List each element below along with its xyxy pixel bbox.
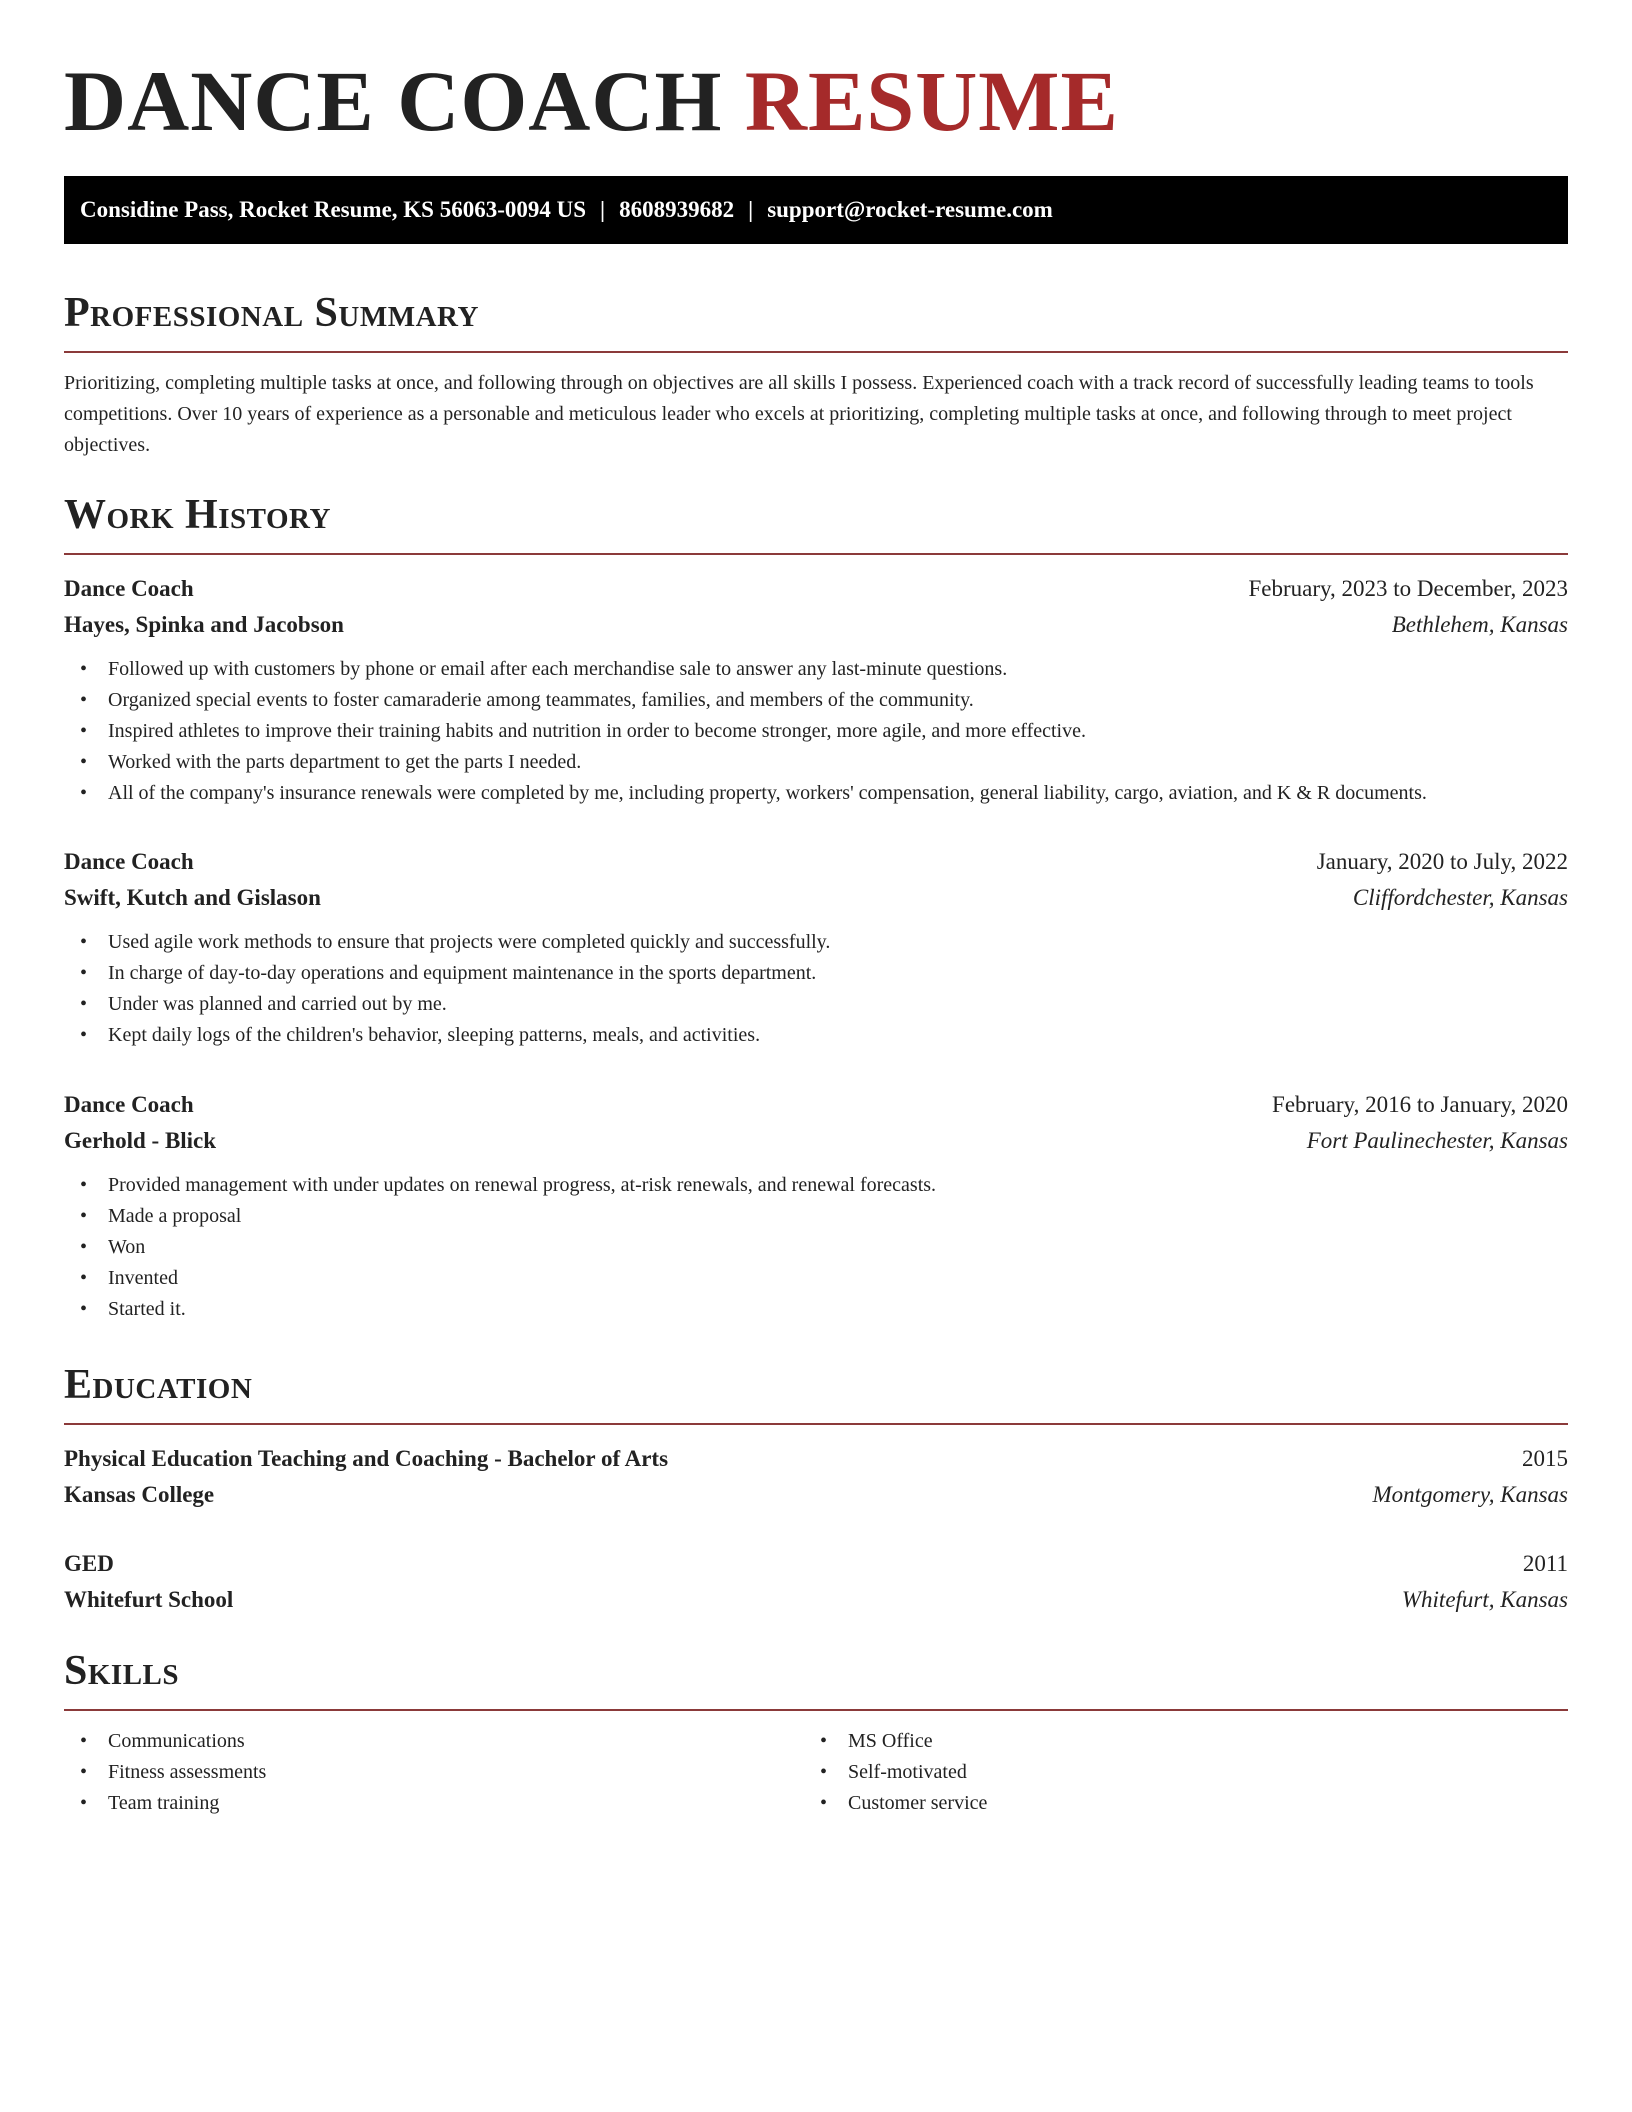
education-location: Whitefurt, Kansas (1401, 1587, 1568, 1612)
job-dates: January, 2020 to July, 2022 (1316, 849, 1568, 874)
education-year: 2011 (1522, 1551, 1568, 1576)
job-bullet: • Started it. (64, 1294, 1568, 1325)
section-divider (64, 1423, 1568, 1425)
job-location: Fort Paulinechester, Kansas (1306, 1128, 1568, 1153)
contact-separator: | (748, 197, 754, 222)
job-bullet: • Under was planned and carried out by me. (64, 989, 1568, 1020)
job-entry (64, 844, 1568, 1051)
contact-phone: 8608939682 (619, 197, 735, 222)
job-title: Dance Coach (64, 849, 194, 874)
contact-email: support@rocket-resume.com (767, 197, 1053, 222)
section-divider (64, 1709, 1568, 1711)
education-school: Kansas College (64, 1482, 215, 1507)
skills-column-left (64, 1726, 764, 1819)
education-year: 2015 (1522, 1446, 1568, 1471)
job-bullet: • Inspired athletes to improve their training habits and nutrition in order to become stronger, more agile, and more effective. (64, 716, 1568, 747)
job-company: Gerhold - Blick (64, 1128, 217, 1153)
skill-item: • Communications (64, 1726, 764, 1757)
job-company: Hayes, Spinka and Jacobson (64, 612, 344, 637)
job-bullet: • Provided management with under updates on renewal progress, at-risk renewals, and renewal forecasts. (64, 1170, 1568, 1201)
skills-section (64, 1650, 1568, 1696)
job-bullet: • Kept daily logs of the children's behavior, sleeping patterns, meals, and activities. (64, 1020, 1568, 1051)
resume-title-role: DANCE COACH (64, 53, 723, 149)
contact-separator: | (600, 197, 606, 222)
contact-bar (64, 176, 1568, 244)
education-section (64, 1364, 1568, 1410)
job-bullet: • Organized special events to foster camaraderie among teammates, families, and members of the community. (64, 685, 1568, 716)
education-entry (64, 1546, 1568, 1618)
job-bullet: • All of the company's insurance renewals were completed by me, including property, workers' compensation, general liability, cargo, aviation, and K & R documents. (64, 778, 1568, 809)
summary-text: Prioritizing, completing multiple tasks at once, and following through on objectives are all skills I possess. Experienced coach with a track record of successfully leading teams to tools competitions. Over 10 years of experience as a personable and meticulous leader who excels at prioritizing, completing multiple tasks at once, and following through to meet project objectives. (64, 372, 1534, 456)
summary-section (64, 292, 1568, 338)
job-bullet: • Won (64, 1232, 1568, 1263)
section-divider (64, 553, 1568, 555)
skill-item: • Customer service (804, 1788, 1504, 1819)
education-heading: Education (64, 1362, 253, 1408)
education-degree: Physical Education Teaching and Coaching - Bachelor of Arts (64, 1446, 669, 1471)
job-bullet: • Used agile work methods to ensure that projects were completed quickly and successfully. (64, 927, 1568, 958)
education-degree: GED (64, 1551, 114, 1576)
job-bullet: • Invented (64, 1263, 1568, 1294)
job-title: Dance Coach (64, 576, 194, 601)
job-bullet: • Followed up with customers by phone or email after each merchandise sale to answer any last-minute questions. (64, 654, 1568, 685)
skill-item: • Team training (64, 1788, 764, 1819)
job-bullets (64, 654, 1568, 809)
job-bullet: • Made a proposal (64, 1201, 1568, 1232)
resume-title-word: RESUME (744, 53, 1119, 149)
job-dates: February, 2023 to December, 2023 (1248, 576, 1568, 601)
job-bullet: • Worked with the parts department to get the parts I needed. (64, 747, 1568, 778)
skill-item: • MS Office (804, 1726, 1504, 1757)
job-title: Dance Coach (64, 1092, 194, 1117)
education-school: Whitefurt School (64, 1587, 234, 1612)
job-dates: February, 2016 to January, 2020 (1272, 1092, 1568, 1117)
work-history-section (64, 494, 1568, 540)
job-entry (64, 1087, 1568, 1325)
skill-item: • Self-motivated (804, 1757, 1504, 1788)
job-bullets (64, 927, 1568, 1051)
job-company: Swift, Kutch and Gislason (64, 885, 321, 910)
job-entry (64, 571, 1568, 809)
skills-column-right (804, 1726, 1504, 1819)
contact-address: Considine Pass, Rocket Resume, KS 56063-0094 US (80, 197, 587, 222)
job-bullet: • In charge of day-to-day operations and equipment maintenance in the sports department. (64, 958, 1568, 989)
summary-heading: Professional Summary (64, 290, 479, 336)
resume-title (64, 50, 1119, 153)
section-divider (64, 351, 1568, 353)
job-location: Cliffordchester, Kansas (1352, 885, 1568, 910)
skills-heading: Skills (64, 1648, 180, 1694)
job-bullets (64, 1170, 1568, 1325)
education-entry (64, 1441, 1568, 1513)
skill-item: • Fitness assessments (64, 1757, 764, 1788)
job-location: Bethlehem, Kansas (1391, 612, 1568, 637)
education-location: Montgomery, Kansas (1372, 1482, 1568, 1507)
work-history-heading: Work History (64, 492, 331, 538)
